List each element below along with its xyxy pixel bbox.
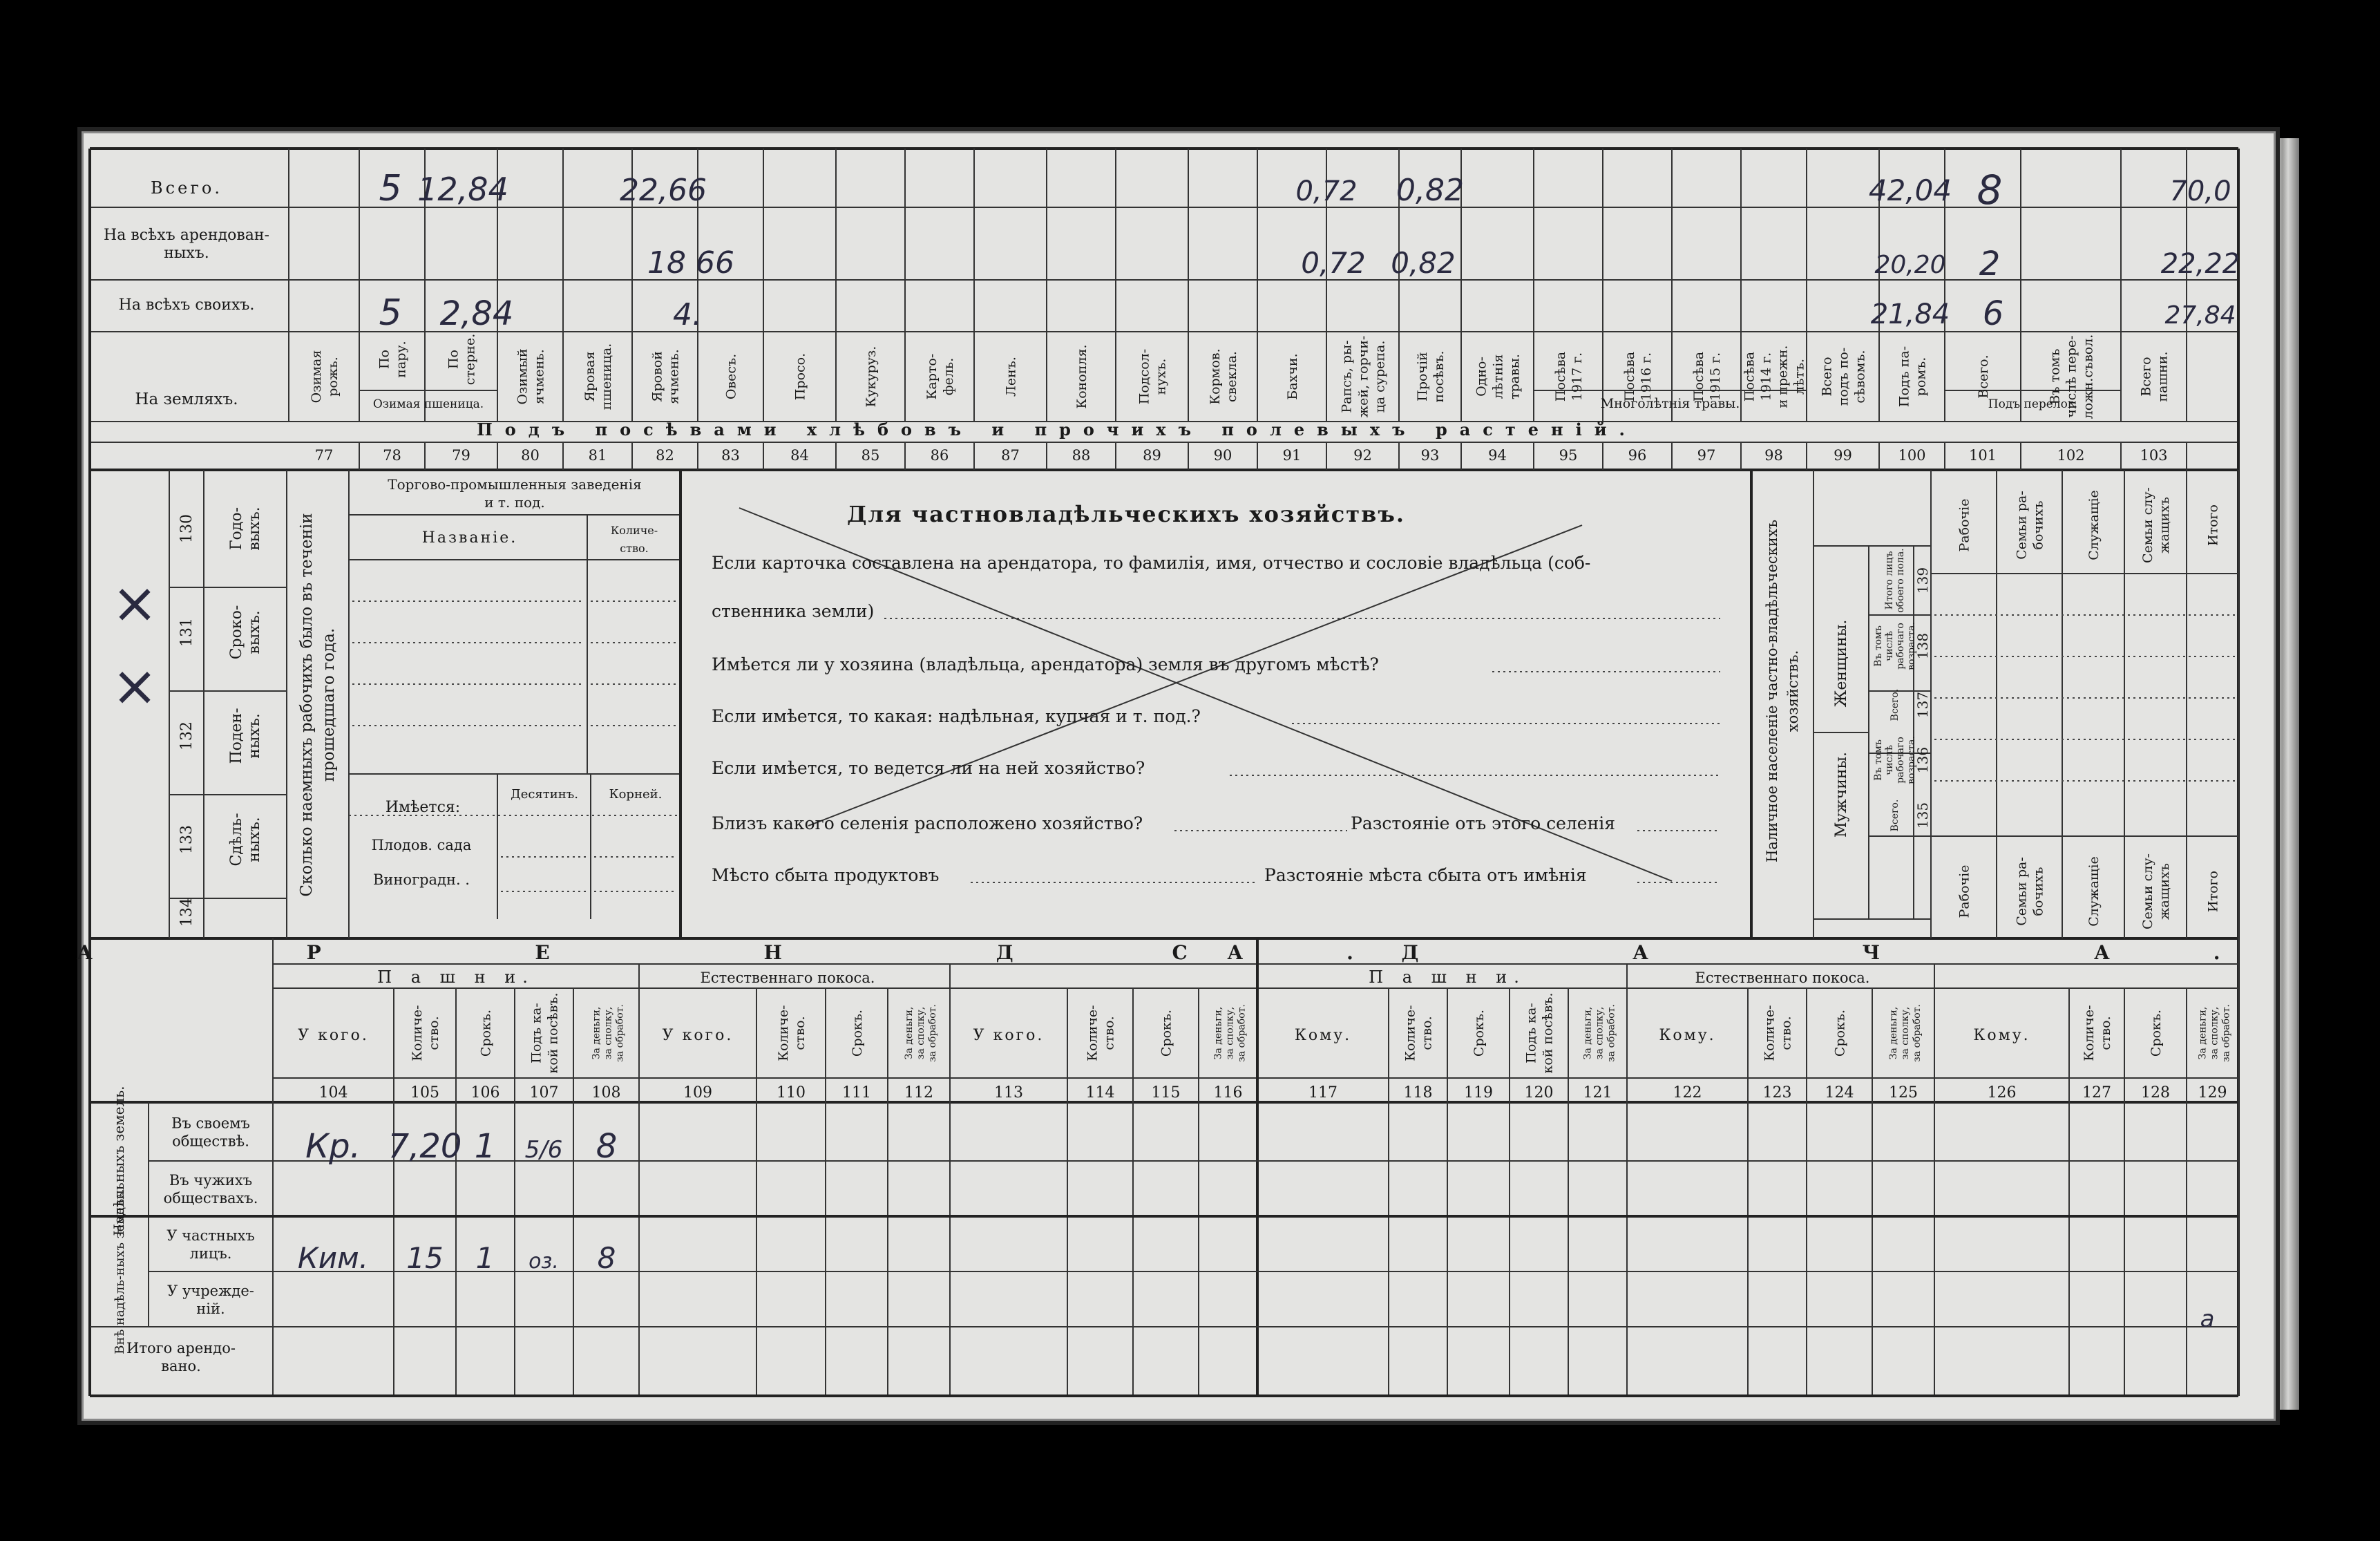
col-header: Всего (2138, 357, 2154, 397)
row-arend: ныхъ. (164, 245, 209, 262)
arenda-col-number: 116 (1213, 1084, 1243, 1102)
col-header: пшеница. (599, 343, 614, 410)
worker-col-number: 134 (178, 898, 196, 927)
arenda-col-number: 121 (1583, 1084, 1612, 1102)
col-number: 80 (521, 447, 540, 464)
arenda-row-label: У учрежде- (167, 1283, 254, 1299)
private-question: Близъ какого селенія расположено хозяйство? (712, 813, 1143, 833)
trade-qty-header: Количе- (610, 524, 658, 537)
arenda-row-label: обществѣ. (172, 1133, 249, 1150)
handwritten-value: 0,82 (1396, 173, 1464, 208)
arenda-col-header: За деньги, (1582, 1006, 1594, 1060)
worker-col-label: Годо- (228, 507, 245, 551)
population-right-header: Семьи слу- (2140, 487, 2155, 563)
col-number: 99 (1834, 447, 1852, 464)
handwritten-value: 20,20 (1874, 251, 1946, 279)
side-nadel: Надѣльныхъ земель. (111, 1086, 127, 1236)
col-header: ячмень. (531, 349, 547, 404)
col-header: пару. (393, 341, 409, 378)
worker-col-label: Сдѣль- (228, 813, 245, 867)
col-header: ячмень. (666, 349, 682, 404)
handwritten-value: 70,0 (2169, 176, 2231, 207)
handwritten-value: 22,22 (2160, 248, 2240, 280)
population-col-label: Въ томъ (1873, 739, 1884, 781)
arenda-col-header: ство. (2098, 1016, 2113, 1050)
col-number: 90 (1213, 447, 1232, 464)
col-number: 77 (314, 447, 334, 464)
col-header: подъ по- (1836, 347, 1851, 406)
arenda-col-header: Срокъ. (2149, 1009, 2164, 1057)
handwritten-value: 8 (597, 1241, 616, 1275)
population-col-number: 135 (1914, 802, 1931, 829)
arenda-col-header: ство. (1778, 1016, 1794, 1050)
trade-korney: Корней. (609, 787, 663, 802)
men-label: Мужчины. (1833, 751, 1850, 838)
handwritten-value: 21,84 (1870, 299, 1950, 330)
col-number: 103 (2140, 447, 2168, 464)
worker-col-label: выхъ. (246, 507, 263, 551)
arenda-col-header: Кому. (1659, 1027, 1716, 1044)
col-header: нухъ. (1153, 358, 1169, 395)
arenda-col-header: Кому. (1294, 1027, 1352, 1044)
arenda-col-header: за сполку, (915, 1006, 926, 1060)
arenda-col-header: Количе- (1402, 1005, 1418, 1061)
col-header: Ленъ. (1003, 357, 1019, 397)
population-col-label: числѣ (1884, 631, 1895, 661)
col-number: 88 (1072, 447, 1091, 464)
arenda-col-header: за обработ. (2220, 1004, 2232, 1062)
arenda-col-header: за обработ. (1606, 1004, 1617, 1062)
trade-name-header: Названіе. (421, 529, 518, 547)
handwritten-value: 2 (1979, 245, 2001, 283)
arenda-row-label: Въ чужихъ (169, 1172, 253, 1189)
handwritten-value: Кр. (305, 1127, 361, 1166)
arenda-col-header: За деньги, (2197, 1006, 2209, 1060)
private-question: Разстояніе мѣста сбыта отъ имѣнія (1264, 865, 1587, 885)
col-header: Просо. (792, 352, 808, 401)
arenda-col-number: 113 (994, 1084, 1023, 1102)
row-svoi: На всѣхъ своихъ. (118, 296, 255, 314)
population-right-footer: жащихъ (2157, 863, 2172, 920)
handwritten-value: 7,20 (388, 1127, 462, 1166)
col-number: 81 (588, 447, 607, 464)
private-question: Имѣется ли у хозяина (владѣльца, арендатора) земля въ другомъ мѣстѣ? (712, 654, 1379, 674)
arenda-col-header: Количе- (410, 1005, 425, 1061)
sdacha-title: С Д А Ч А. (1172, 941, 2324, 964)
arenda-col-number: 127 (2082, 1084, 2111, 1102)
handwritten-value: 1 (475, 1241, 495, 1275)
side-vne: Внѣ надѣль-ныхъ земель. (113, 1189, 127, 1354)
population-right-header: Итого (2205, 504, 2221, 546)
arenda-col-header: за сполку, (2209, 1006, 2220, 1060)
col-header: ца сурепа. (1372, 340, 1388, 413)
private-question: Если имѣется, то ведется ли на ней хозяйство? (712, 758, 1145, 778)
col-header: Одно- (1474, 357, 1489, 397)
col-header: числѣ пере- (2064, 335, 2079, 418)
population-col-number: 136 (1914, 746, 1931, 774)
band-title: Подъ посѣвами хлѣбовъ и прочихъ полевыхъ растеній. (477, 419, 1637, 439)
arenda-col-header: За деньги, (1888, 1006, 1899, 1060)
private-title: Для частновладѣльческихъ хозяйствъ. (847, 501, 1405, 527)
col-number: 87 (1001, 447, 1020, 464)
arenda-row-label: Въ своемъ (171, 1115, 250, 1132)
arenda-col-header: ство. (792, 1016, 808, 1050)
col-number: 89 (1143, 447, 1161, 464)
arenda-row-label: ній. (196, 1301, 225, 1317)
arenda-col-header: за обработ. (927, 1004, 938, 1062)
col-header: 1915 г. (1708, 352, 1723, 401)
col-header: свекла. (1224, 351, 1239, 402)
group-mnogolet: Многолѣтнія травы. (1600, 396, 1740, 411)
handwritten-value: 5/6 (524, 1136, 563, 1164)
handwritten-value: 4. (673, 297, 702, 332)
col-header: Яровая (582, 351, 598, 402)
arenda-col-header: У кого. (298, 1027, 369, 1044)
population-col-number: 137 (1914, 691, 1931, 719)
col-header: стерне. (462, 333, 478, 386)
worker-col-number: 131 (178, 618, 196, 647)
arenda-col-header: Количе- (1762, 1005, 1778, 1061)
population-title: хозяйствъ. (1784, 650, 1801, 732)
col-header: Озимый (515, 348, 531, 405)
col-header: травы. (1507, 354, 1523, 399)
population-right-footer: бочихъ (2030, 867, 2046, 916)
trade-desyatin: Десятинъ. (511, 787, 578, 802)
population-col-label: Всего. (1889, 688, 1901, 721)
population-col-label: возраста. (1906, 622, 1917, 670)
worker-col-label: Сроко- (228, 605, 245, 660)
arenda-col-number: 119 (1464, 1084, 1493, 1102)
arenda-row-label: обществахъ. (163, 1190, 258, 1207)
col-header: пашни. (2155, 351, 2171, 402)
arenda-col-header: Срокъ. (1472, 1009, 1487, 1057)
worker-col-number: 133 (178, 825, 196, 854)
arenda-col-header: За деньги, (591, 1006, 602, 1060)
arenda-col-number: 120 (1524, 1084, 1554, 1102)
workers-title: прошедшаго года. (320, 627, 338, 782)
col-header: ложн.съвол. (2080, 334, 2096, 419)
cross-mark: × (111, 654, 158, 718)
population-right-header: бочихъ (2030, 500, 2046, 550)
arenda-col-header: Подъ ка- (1523, 1003, 1539, 1063)
col-number: 102 (2057, 447, 2085, 464)
col-number: 86 (930, 447, 949, 464)
arenda-col-number: 129 (2198, 1084, 2227, 1102)
arenda-col-number: 109 (683, 1084, 712, 1102)
handwritten-mark: а (2200, 1305, 2215, 1333)
col-number: 84 (790, 447, 809, 464)
arenda-row-label: лицъ. (189, 1245, 232, 1262)
row-arend: На всѣхъ арендован- (104, 227, 269, 244)
arenda-col-number: 112 (904, 1084, 933, 1102)
col-number: 94 (1488, 447, 1507, 464)
arenda-col-header: У кого. (662, 1027, 734, 1044)
worker-col-label: Поден- (228, 708, 245, 764)
col-header: посѣвъ. (1431, 350, 1447, 403)
trade-qty-header: ство. (620, 542, 649, 555)
handwritten-value: 5 (379, 292, 402, 334)
private-question: Разстояніе отъ этого селенія (1351, 813, 1616, 833)
arenda-col-header: за обработ. (614, 1004, 626, 1062)
population-title: Наличное населеніе частно-владѣльческихъ (1764, 519, 1780, 863)
arenda-col-header: за обработ. (1236, 1004, 1248, 1062)
col-header: Подсол- (1136, 348, 1152, 405)
population-col-label: рабочаго (1895, 623, 1906, 670)
arenda-col-header: За деньги, (1212, 1006, 1224, 1060)
col-header: Овесъ. (723, 353, 739, 400)
col-header: лѣтъ. (1791, 358, 1807, 395)
arenda-col-header: ство. (1419, 1016, 1435, 1050)
col-number: 91 (1282, 447, 1302, 464)
handwritten-value: 12,84 (417, 171, 508, 208)
arenda-col-header: Срокъ. (478, 1009, 494, 1057)
population-right-header: Рабочіе (1957, 498, 1972, 552)
population-right-header: Семьи ра- (2014, 491, 2030, 560)
arenda-col-header: Количе- (1085, 1005, 1101, 1061)
population-col-label: возраста. (1906, 736, 1917, 784)
col-header: рожь. (325, 357, 341, 397)
arenda-col-header: У кого. (973, 1027, 1045, 1044)
population-right-header: Служащіе (2086, 490, 2102, 560)
col-header: Въ томъ (2047, 348, 2063, 405)
population-right-footer: Итого (2205, 871, 2221, 912)
worker-col-label: ныхъ. (246, 713, 263, 759)
col-header: 1916 г. (1639, 352, 1654, 401)
handwritten-value: 18 66 (647, 245, 734, 281)
arenda-pashni: П а ш н и. (377, 967, 535, 987)
trade-imeetsya: Имѣется: (385, 799, 461, 816)
arenda-col-header: ство. (426, 1016, 441, 1050)
population-right-footer: Семьи ра- (2014, 857, 2030, 926)
population-col-label: обоего пола. (1895, 548, 1906, 613)
arenda-col-header: За деньги, (904, 1006, 915, 1060)
population-right-footer: Служащіе (2086, 856, 2102, 927)
handwritten-value: 2,84 (439, 294, 514, 333)
arenda-col-number: 108 (591, 1084, 621, 1102)
handwritten-value: 27,84 (2164, 301, 2236, 330)
arenda-col-number: 105 (410, 1084, 439, 1102)
form-text (77, 167, 2323, 1374)
col-number: 95 (1559, 447, 1578, 464)
arenda-col-number: 118 (1403, 1084, 1433, 1102)
col-header: Посѣва (1742, 351, 1758, 402)
arenda-col-header: за сполку, (1594, 1006, 1606, 1060)
col-header: Кормов. (1208, 348, 1223, 405)
col-header: По (377, 349, 392, 370)
handwritten-value: 8 (596, 1127, 618, 1166)
arenda-col-header: Подъ ка- (529, 1003, 544, 1063)
col-number: 97 (1697, 447, 1716, 464)
arenda-col-number: 117 (1308, 1084, 1337, 1102)
arenda-col-header: Кому. (1973, 1027, 2030, 1044)
col-header: ромъ. (1913, 357, 1929, 397)
col-header: лѣтнія (1490, 354, 1506, 399)
orchard-label: Плодов. сада (371, 837, 472, 853)
handwritten-value: 8 (1977, 167, 2003, 214)
handwritten-value: 1 (474, 1127, 496, 1166)
arenda-col-number: 128 (2141, 1084, 2170, 1102)
col-header: сѣвомъ. (1852, 350, 1868, 404)
handwritten-value: 22,66 (620, 173, 707, 208)
col-number: 101 (1968, 447, 1997, 464)
col-header: Конопля. (1074, 344, 1089, 409)
col-number: 92 (1353, 447, 1372, 464)
arenda-col-number: 115 (1151, 1084, 1181, 1102)
population-right-header: жащихъ (2157, 497, 2172, 554)
col-header: По (446, 349, 461, 370)
private-question: Мѣсто сбыта продуктовъ (712, 865, 940, 885)
arenda-col-number: 110 (777, 1084, 806, 1102)
group-ozimaya: Озимая пшеница. (372, 397, 484, 411)
col-header: Карто- (924, 353, 940, 400)
col-number: 83 (721, 447, 740, 464)
population-right-footer: Рабочіе (1957, 864, 1972, 918)
handwritten-value: оз. (529, 1249, 559, 1274)
col-number: 79 (452, 447, 470, 464)
arenda-col-header: Срокъ. (850, 1009, 865, 1057)
arenda-itogo: Итого арендо- (126, 1340, 236, 1356)
col-number: 100 (1898, 447, 1926, 464)
handwritten-value: 6 (1982, 294, 2004, 333)
vineyard-label: Виноградн. . (373, 871, 470, 888)
population-right-footer: Семьи слу- (2140, 853, 2155, 929)
row-vsego: Всего. (151, 178, 222, 198)
workers-title: Сколько наемныхъ рабочихъ было въ теченіи (298, 513, 316, 897)
handwritten-value: 0,82 (1391, 246, 1456, 280)
row-zemli: На земляхъ. (135, 390, 238, 408)
arenda-col-header: за обработ. (1912, 1004, 1923, 1062)
arenda-col-header: Количе- (2082, 1005, 2097, 1061)
sdacha-pashni: П а ш н и. (1369, 967, 1526, 987)
col-header: 1917 г. (1570, 352, 1585, 401)
arenda-col-header: за сполку, (1900, 1006, 1911, 1060)
col-header: Озимая (309, 350, 324, 404)
arenda-col-number: 104 (318, 1084, 348, 1102)
col-header: Бахчи. (1285, 353, 1300, 400)
arenda-col-number: 125 (1889, 1084, 1918, 1102)
population-col-label: Всего. (1889, 799, 1901, 832)
arenda-title: А Р Е Н Д А. (77, 941, 1457, 964)
handwritten-value: 15 (406, 1241, 444, 1275)
population-col-number: 138 (1914, 632, 1931, 660)
cross-mark: × (111, 571, 158, 635)
col-header: Всего (1819, 357, 1835, 397)
arenda-col-number: 106 (470, 1084, 500, 1102)
arenda-col-header: кой посѣвъ. (545, 992, 561, 1074)
trade-title: и т. под. (484, 494, 545, 511)
col-header: Всего. (1976, 354, 1991, 399)
col-number: 78 (383, 447, 401, 464)
col-header: Яровой (649, 351, 665, 402)
population-col-number: 139 (1914, 567, 1931, 594)
col-header: фель. (941, 357, 956, 396)
trade-title: Торгово-промышленныя заведенія (388, 476, 642, 493)
handwritten-value: Ким. (297, 1241, 369, 1275)
arenda-col-number: 123 (1762, 1084, 1792, 1102)
col-number: 82 (656, 447, 674, 464)
sdacha-pokos: Естественнаго покоса. (1695, 970, 1870, 986)
col-header: Посѣва (1553, 351, 1568, 402)
women-label: Женщины. (1833, 619, 1850, 708)
col-header: и прежн. (1775, 345, 1791, 408)
col-header: Подъ па- (1896, 346, 1912, 408)
col-header: Посѣва (1622, 351, 1637, 402)
worker-col-number: 132 (178, 721, 196, 750)
arenda-col-number: 114 (1085, 1084, 1115, 1102)
handwritten-value: 5 (379, 168, 402, 209)
worker-col-label: выхъ. (246, 610, 263, 654)
arenda-col-header: за сполку, (602, 1006, 614, 1060)
population-col-label: рабочаго (1895, 737, 1906, 784)
arenda-pokos: Естественнаго покоса. (700, 970, 875, 986)
private-question: Если карточка составлена на арендатора, то фамилія, имя, отчество и сословіе владѣльца (соб- (712, 553, 1591, 573)
arenda-col-number: 111 (842, 1084, 871, 1102)
arenda-col-number: 122 (1673, 1084, 1702, 1102)
col-header: 1914 г. (1758, 352, 1774, 401)
col-number: 85 (861, 447, 880, 464)
col-number: 96 (1628, 447, 1647, 464)
arenda-col-header: кой посѣвъ. (1540, 992, 1556, 1074)
arenda-col-header: Срокъ. (1832, 1009, 1848, 1057)
col-number: 98 (1764, 447, 1783, 464)
arenda-col-header: ство. (1101, 1016, 1117, 1050)
arenda-col-number: 124 (1825, 1084, 1854, 1102)
private-question: ственника земли) (712, 601, 875, 621)
handwritten-value: 0,72 (1295, 176, 1358, 207)
population-col-label: Въ томъ (1873, 625, 1884, 667)
col-header: Кукуруз. (864, 346, 879, 408)
arenda-col-number: 107 (529, 1084, 559, 1102)
population-col-label: Итого лицъ (1884, 551, 1895, 610)
worker-col-number: 130 (178, 514, 196, 543)
arenda-col-header: Количе- (776, 1005, 791, 1061)
arenda-col-header: за сполку, (1224, 1006, 1236, 1060)
arenda-itogo: вано. (161, 1358, 201, 1374)
col-header: Рапсъ, ры- (1339, 340, 1355, 413)
worker-col-label: ныхъ. (246, 817, 263, 862)
col-header: Прочій (1415, 352, 1430, 401)
arenda-col-number: 126 (1987, 1084, 2017, 1102)
handwritten-value: 0,72 (1301, 246, 1366, 280)
group-perelog: Подъ перелог. (1988, 397, 2078, 411)
arenda-col-header: Срокъ. (1159, 1009, 1174, 1057)
handwritten-value: 42,04 (1868, 173, 1952, 207)
col-number: 93 (1420, 447, 1440, 464)
arenda-row-label: У частныхъ (166, 1227, 255, 1244)
population-col-label: числѣ (1884, 745, 1895, 775)
private-question: Если имѣется, то какая: надѣльная, купчая и т. под.? (712, 706, 1201, 726)
col-header: жей, горчи- (1355, 335, 1371, 418)
col-header: Посѣва (1691, 351, 1706, 402)
